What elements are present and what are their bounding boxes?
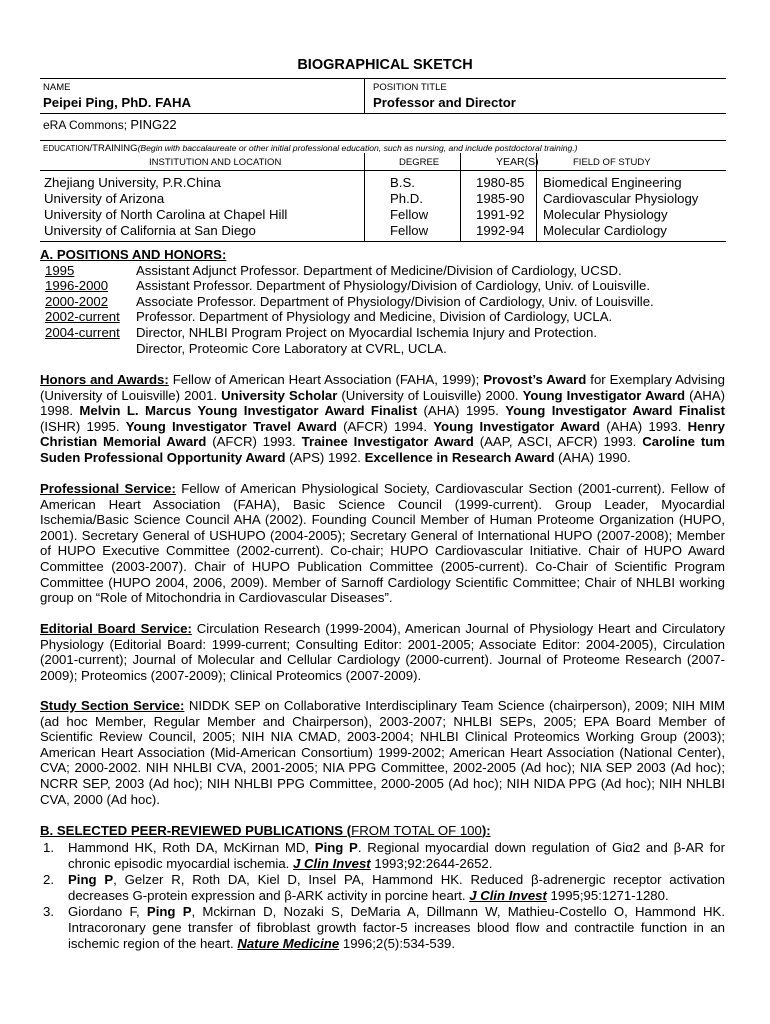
education-row — [0, 191, 770, 207]
position-year: 1995 — [45, 263, 75, 278]
honors-text: (AAP, ASCI, AFCR) 1993. — [473, 434, 643, 450]
publication-authors: Giordano F, — [68, 904, 147, 920]
rule-name-bottom — [40, 113, 726, 114]
position-row — [45, 263, 745, 279]
position-text: Professor. Department of Physiology and Medicine, Division of Cardiology, UCLA. — [136, 309, 613, 324]
era-label: eRA Commons; — [43, 118, 128, 132]
name-label: NAME — [43, 82, 71, 93]
era-commons — [43, 117, 177, 132]
publication-journal: J Clin Invest — [469, 887, 547, 903]
editorial-board-label: Editorial Board Service: — [40, 621, 192, 636]
edu-institution: Zhejiang University, P.R.China — [44, 175, 221, 190]
edu-institution: University of Arizona — [44, 191, 165, 206]
col-years: YEAR(S) — [496, 156, 539, 168]
position-text: Assistant Professor. Department of Physiology/Division of Cardiology, Univ. of Louisville. — [136, 278, 651, 293]
education-row — [0, 223, 770, 239]
publications-heading-end: ): — [481, 823, 491, 838]
honors-text: (AFCR) 1994. — [336, 418, 434, 434]
award-name: Young Investigator Award — [522, 387, 686, 403]
award-name: Young Investigator Award — [433, 418, 601, 434]
publication-item — [40, 904, 725, 951]
honors-text: (APS) 1992. — [285, 449, 365, 465]
position-row — [45, 278, 745, 294]
rule-top — [40, 78, 726, 79]
award-name: Young Investigator Travel Award — [125, 418, 337, 434]
col-institution: INSTITUTION AND LOCATION — [149, 157, 282, 168]
award-name: Young Investigator Award Finalist — [505, 403, 726, 419]
edu-years: 1991-92 — [476, 207, 525, 222]
honors-text: Fellow of American Heart Association (FAHA, 1999); — [168, 372, 484, 387]
position-year: 2004-current — [45, 325, 120, 340]
publication-citation: 1993;92:2644-2652. — [370, 855, 493, 871]
position-row — [45, 294, 745, 310]
edu-years: 1980-85 — [476, 175, 525, 190]
name-value: Peipei Ping, PhD. FAHA — [43, 95, 192, 110]
study-section-label: Study Section Service: — [40, 698, 185, 713]
position-row — [45, 341, 745, 357]
award-name: Henry Christian Memorial Award — [40, 418, 725, 450]
professional-service-text: Fellow of American Physiological Society, Cardiovascular Section (2001-current). Fellow of American Heart Association (FAHA), Basic Science Council (1999-current). Group Leader, Myocardial Ischemia/Basic Science Council AHA (2002). Founding Council Member of Human Proteome Organization (HUPO, 2001). Secretary General of USHUPO (2004-2005); Secretary General of International HUPO (2007-2008); Member of HUPO Executive Committee (2002-current). Co-chair; HUPO Cardiovascular Initiative. Chair of HUPO Award Committee (2003-2007). Chair of HUPO Publication Committee (2005-current). Co-Chair of Scientific Program Committee (HUPO 2004, 2006, 2009). Member of Sarnoff Cardiology Scientific Committee; Chair of NHLBI working group on “Role of Mitochondria in Cardiovascular Diseases”. — [40, 481, 725, 606]
editorial-board-text: Circulation Research (1999-2004), American Journal of Physiology Heart and Circulatory Physiology (Editorial Board: 1999-current; Consulting Editor: 2001-2005; Associate Editor: 2004-2005), Circulation (2001-current); Journal of Molecular and Cellular Cardiology (2000-current). Journal of Proteome Research (2007-2009); Proteomics (2007-2009); Clinical Proteomics (2007-2009). — [40, 621, 725, 683]
professional-service-paragraph — [40, 481, 725, 606]
publication-title: . Regional myocardial down regulation of Giα2 and β-AR for chronic episodic myocardial ischemia. — [68, 840, 725, 871]
position-text: Associate Professor. Department of Physiology/Division of Cardiology, Univ. of Louisville. — [136, 294, 654, 309]
publication-item — [40, 872, 725, 903]
honors-text: (ISHR) 1995. — [40, 418, 126, 434]
publication-item — [40, 840, 725, 871]
study-section-text: NIDDK SEP on Collaborative Interdisciplinary Team Science (chairperson), 2009; NIH MIM (ad hoc Member, Regular Member and Chairperson), 2003-2007; NHLBI SEPs, 2005; EPA Board Member of Scientific Review Council, 2005; NIH NIA CMAD, 2003-2004; NHLBI Clinical Proteomics Working Group (2003); American Heart Association (Mid-American Consortium) 1999-2002; American Heart Association (National Center), CVA; 2000-2002. NIH NHLBI CVA, 2001-2005; NIA PPG Committee, 2002-2005 (Ad hoc); NIA SEP 2003 (Ad hoc); NCRR SEP, 2003 (Ad hoc); NIH NHLBI PPG Committee, 2000-2005 (Ad hoc); NIH NIDA PPG (Ad hoc); NIH NHLBI CVA, 2000 (Ad hoc). — [40, 698, 725, 807]
training-note: (Begin with baccalaureate or other initial professional education, such as nursing, and include postdoctoral training.) — [137, 143, 578, 153]
publication-journal: J Clin Invest — [293, 855, 371, 871]
editorial-board-paragraph — [40, 621, 725, 683]
edu-institution: University of California at San Diego — [44, 223, 256, 238]
col-field: FIELD OF STUDY — [573, 157, 651, 168]
honors-text: (AHA) 1990. — [554, 449, 631, 465]
award-name: University Scholar — [221, 387, 338, 403]
honors-text: (AFCR) 1993. — [206, 434, 302, 450]
publication-citation: 1995;95:1271-1280. — [546, 887, 669, 903]
position-text: Assistant Adjunct Professor. Department of Medicine/Division of Cardiology, UCSD. — [136, 263, 622, 278]
edu-years: 1992-94 — [476, 223, 525, 238]
honors-text: (AHA) 1993. — [600, 418, 688, 434]
rule-edu-header-bottom — [40, 170, 726, 171]
position-row — [45, 325, 745, 341]
edu-degree: B.S. — [390, 175, 415, 190]
rule-edu-bottom — [40, 241, 726, 242]
publication-citation: 1996;2(5):534-539. — [339, 935, 456, 951]
edu-institution: University of North Carolina at Chapel Hill — [44, 207, 288, 222]
publication-author-highlight: Ping P — [314, 840, 358, 855]
rule-name-divider — [364, 78, 365, 113]
honors-text: (University of Louisville) 2000. — [337, 387, 523, 403]
rule-era-bottom — [40, 140, 726, 141]
publication-authors: Hammond HK, Roth DA, McKirnan MD, — [68, 840, 315, 855]
education-row — [0, 175, 770, 191]
honors-text: (AHA) 1998. — [40, 387, 726, 419]
honors-text: for Exemplary Advising (University of Louisville) 2001. — [40, 372, 725, 403]
publication-number: 3. — [43, 904, 54, 920]
position-year: 1996-2000 — [45, 278, 109, 293]
publications-heading-text: B. SELECTED PEER-REVIEWED PUBLICATIONS ( — [40, 823, 352, 838]
positions-heading: A. POSITIONS AND HONORS: — [40, 247, 227, 262]
publication-list — [40, 840, 725, 952]
education-heading — [43, 143, 578, 154]
honors-text: (AHA) 1995. — [417, 403, 506, 419]
award-name: Provost’s Award — [483, 372, 587, 387]
position-label: POSITION TITLE — [373, 82, 447, 93]
edu-degree: Ph.D. — [390, 191, 423, 206]
publication-title: , Mckirnan D, Nozaki S, DeMaria A, Dillmann W, Mathieu-Costello O, Hammond HK. Intracoronary gene transfer of fibroblast growth factor-5 increases blood flow and contractile function in an ischemic region of the heart. — [68, 904, 725, 951]
document-title: BIOGRAPHICAL SKETCH — [297, 57, 473, 73]
professional-service-label: Professional Service: — [40, 481, 176, 496]
position-value: Professor and Director — [373, 95, 516, 110]
edu-field: Molecular Cardiology — [543, 223, 667, 238]
education-row — [0, 207, 770, 223]
edu-years: 1985-90 — [476, 191, 525, 206]
col-degree: DEGREE — [399, 157, 440, 168]
publications-total: FROM TOTAL OF 100 — [351, 823, 482, 838]
award-name: Caroline tum Suden Professional Opportunity Award — [40, 434, 725, 465]
position-year: 2000-2002 — [45, 294, 109, 309]
publication-journal: Nature Medicine — [237, 935, 340, 951]
position-row — [45, 309, 745, 325]
edu-degree: Fellow — [390, 207, 429, 222]
publication-number: 1. — [43, 840, 54, 855]
award-name: Melvin L. Marcus Young Investigator Award Finalist — [79, 403, 418, 419]
training-label: /TRAINING — [89, 143, 138, 154]
award-name: Excellence in Research Award — [364, 449, 555, 465]
award-name: Trainee Investigator Award — [301, 434, 474, 450]
edu-field: Cardiovascular Physiology — [543, 191, 699, 206]
publication-author-highlight: Ping P — [68, 872, 114, 888]
publications-heading — [40, 823, 491, 838]
edu-degree: Fellow — [390, 223, 429, 238]
honors-label: Honors and Awards: — [40, 372, 169, 387]
position-text: Director, Proteomic Core Laboratory at CVRL, UCLA. — [136, 341, 447, 356]
education-label: EDUCATION — [43, 144, 90, 153]
publication-author-highlight: Ping P — [146, 904, 192, 920]
edu-field: Biomedical Engineering — [543, 175, 682, 190]
study-section-paragraph — [40, 698, 725, 807]
era-value: PING22 — [130, 117, 177, 132]
honors-paragraph — [40, 372, 725, 466]
publication-title: , Gelzer R, Roth DA, Kiel D, Insel PA, Hammond HK. Reduced β-adrenergic receptor activation decreases G-protein expression and β-ARK activity in porcine heart. — [68, 872, 725, 903]
edu-field: Molecular Physiology — [543, 207, 668, 222]
position-text: Director, NHLBI Program Project on Myocardial Ischemia Injury and Protection. — [136, 325, 598, 340]
position-year: 2002-current — [45, 309, 120, 324]
publication-number: 2. — [43, 872, 54, 888]
